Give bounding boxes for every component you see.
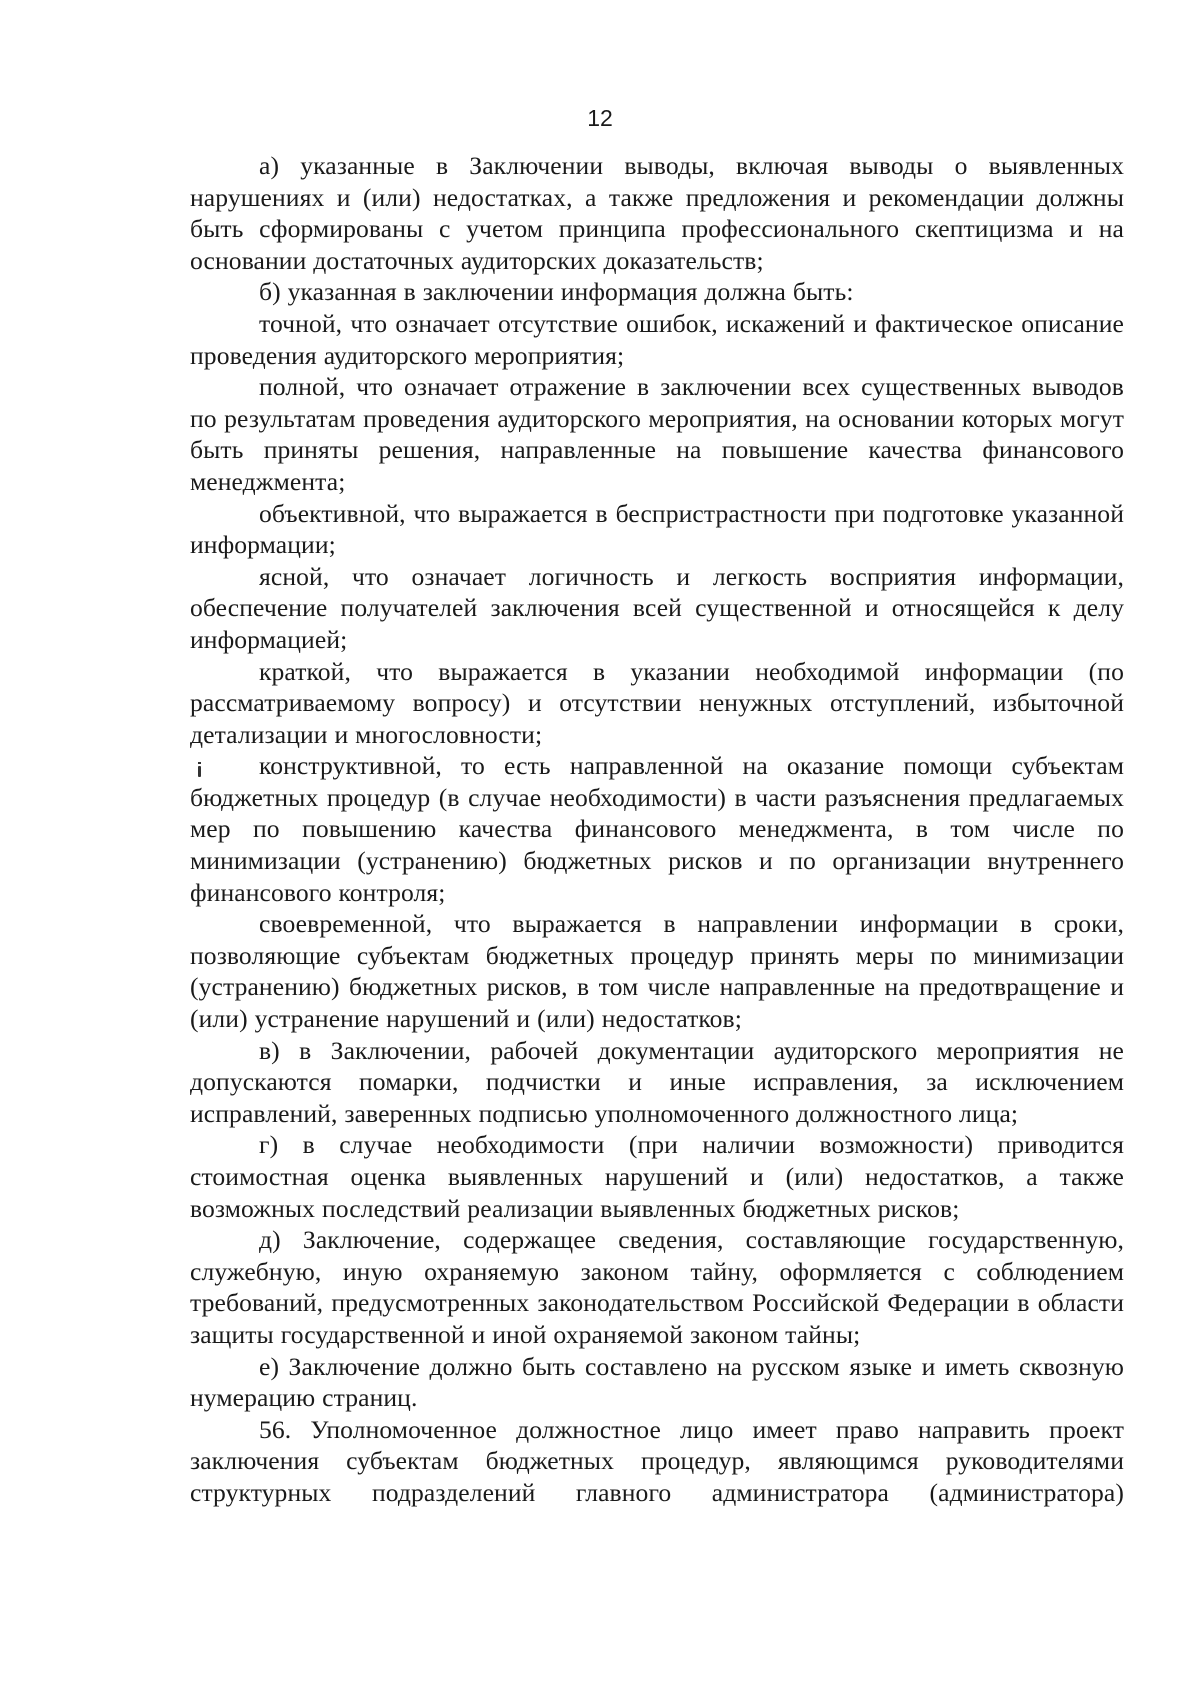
paragraph-timely: своевременной, что выражается в направлении информации в сроки, позволяющие субъектам бюджетных процедур принять меры по минимизации (устранению) бюджетных рисков, в том числе направленные на предотвращение и (или) устранение нарушений и (или) недостатков; [190,909,1124,1034]
page-number: 12 [587,105,613,131]
paragraph-clear: ясной, что означает логичность и легкость восприятия информации, обеспечение получателей заключения всей существенной и относящейся к делу информацией; [190,561,1124,654]
paragraph-accurate: точной, что означает отсутствие ошибок, искажений и фактическое описание проведения аудиторского мероприятия; [190,308,1124,370]
paragraph-d: д) Заключение, содержащее сведения, составляющие государственную, служебную, иную охраняемую законом тайну, оформляется с соблюдением требований, предусмотренных законодательством Российской Федерации в области защиты государственной и иной охраняемой законом тайны; [190,1225,1124,1349]
document-body [190,150,1124,1509]
paragraph-g: г) в случае необходимости (при наличии возможности) приводится стоимостная оценка выявленных нарушений и (или) недостатков, а также возможных последствий реализации выявленных бюджетных рисков; [190,1130,1124,1223]
paragraph-constructive: конструктивной, то есть направленной на оказание помощи субъектам бюджетных процедур (в случае необходимости) в части разъяснения предлагаемых мер по повышению качества финансового менеджмента, в том числе по минимизации (устранению) бюджетных рисков и по организации внутреннего финансового контроля; [190,751,1124,907]
paragraph-objective: объективной, что выражается в беспристрастности при подготовке указанной информации; [190,498,1124,560]
paragraph-concise: краткой, что выражается в указании необходимой информации (по рассматриваемому вопросу) и отсутствии ненужных отступлений, избыточной детализации и многословности; [190,656,1124,749]
paragraph-a: а) указанные в Заключении выводы, включая выводы о выявленных нарушениях и (или) недостатках, а также предложения и рекомендации должны быть сформированы с учетом принципа профессионального скептицизма и на основании достаточных аудиторских доказательств; [190,151,1124,275]
paragraph-complete: полной, что означает отражение в заключении всех существенных выводов по результатам проведения аудиторского мероприятия, на основании которых могут быть приняты решения, направленные на повышение качества финансового менеджмента; [190,372,1124,496]
paragraph-b: б) указанная в заключении информация должна быть: [259,277,854,307]
paragraph-56: 56. Уполномоченное должностное лицо имеет право направить проект заключения субъектам бюджетных процедур, являющимся руководителями структурных подразделений главного администратора (администратора) [190,1414,1124,1507]
paragraph-v: в) в Заключении, рабочей документации аудиторского мероприятия не допускаются помарки, подчистки и иные исправления, за исключением исправлений, заверенных подписью уполномоченного должностного лица; [190,1035,1124,1128]
paragraph-e: е) Заключение должно быть составлено на русском языке и иметь сквозную нумерацию страниц. [190,1351,1124,1413]
